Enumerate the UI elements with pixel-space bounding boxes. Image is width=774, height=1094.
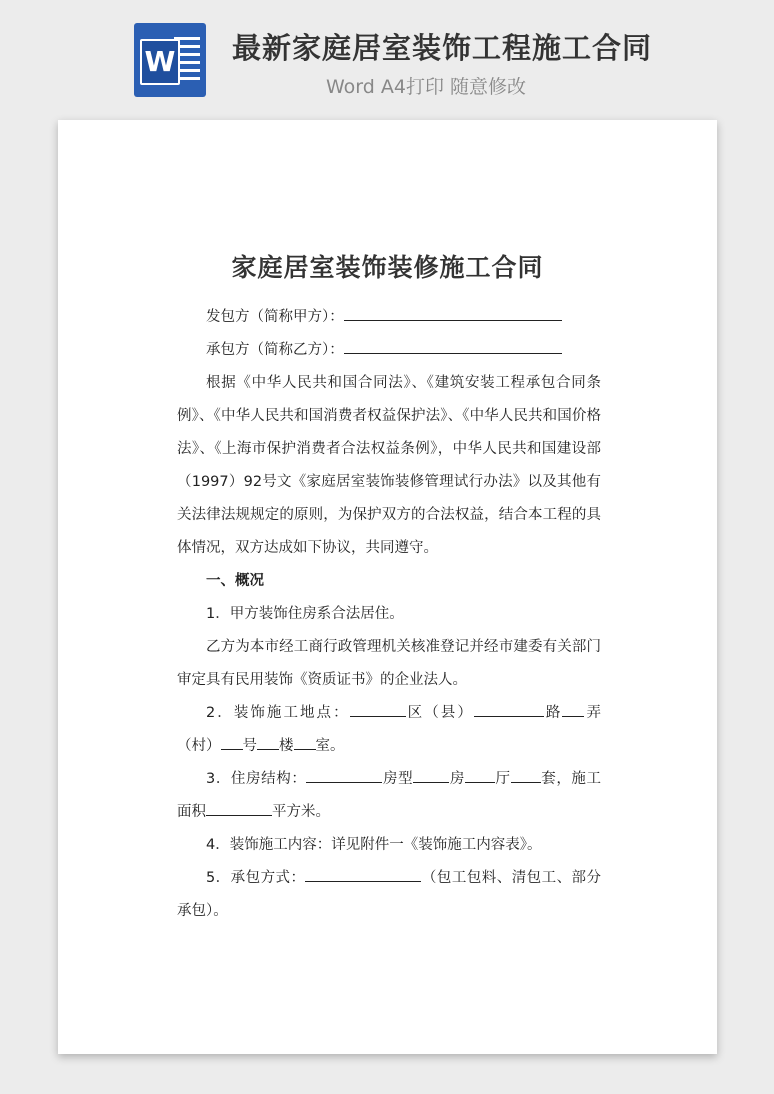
- item-2-district: 区（县）: [405, 705, 474, 721]
- item-3: [177, 763, 601, 829]
- item-5-options: （包工包料、清包工、部分承包）。: [177, 870, 602, 919]
- halls-blank: [465, 768, 495, 783]
- party-a-line: [177, 301, 601, 334]
- item-2-label: 2．装饰施工地点：: [206, 705, 350, 721]
- number-blank: [221, 735, 243, 750]
- word-icon: [134, 23, 206, 97]
- item-2: [177, 697, 601, 763]
- party-b-blank: [344, 339, 562, 354]
- sub-title: Word A4打印 随意修改: [326, 76, 527, 98]
- units-blank: [511, 768, 541, 783]
- contract-mode-blank: [305, 867, 421, 882]
- item-2-number: 号: [242, 738, 257, 754]
- item-2-building: 楼: [279, 738, 294, 754]
- item-3-label: 3．住房结构：: [206, 771, 307, 787]
- document-body: [177, 301, 601, 928]
- item-3-rooms: 房: [449, 771, 465, 787]
- item-3-unit: 平方米。: [272, 804, 330, 820]
- item-5: [177, 862, 601, 928]
- item-2-room: 室。: [315, 738, 345, 754]
- word-icon-letter: W: [140, 39, 180, 85]
- party-b-label: 承包方（简称乙方）：: [206, 342, 344, 358]
- lane-blank: [562, 702, 584, 717]
- item-3-area-label: 套，施工面积: [177, 771, 602, 820]
- document-title: 家庭居室装饰装修施工合同: [231, 253, 544, 282]
- district-blank: [350, 702, 406, 717]
- item-2-road: 路: [543, 705, 563, 721]
- item-5-label: 5．承包方式：: [206, 870, 306, 886]
- intro-paragraph: 根据《中华人民共和国合同法》、《建筑安装工程承包合同条例》、《中华人民共和国消费者权益保护法》、《中华人民共和国价格法》、《上海市保护消费者合法权益条例》，中华人民共和国建设部（1997）92号文《家庭居室装饰装修管理试行办法》以及其他有关法律法规规定的原则，为保护双方的合法权益，结合本工程的具体情况，双方达成如下协议，共同遵守。: [177, 375, 601, 556]
- area-blank: [206, 801, 272, 816]
- party-a-label: 发包方（简称甲方）：: [206, 309, 344, 325]
- item-2-lane: 弄（村）: [177, 705, 602, 754]
- section1-heading: 一、概况: [206, 573, 264, 589]
- rooms-blank: [413, 768, 449, 783]
- road-blank: [474, 702, 544, 717]
- main-title: 最新家庭居室装饰工程施工合同: [232, 31, 653, 65]
- document-page: [58, 120, 717, 1054]
- item-4: 4．装饰施工内容：详见附件一《装饰施工内容表》。: [206, 837, 542, 853]
- structure-blank: [306, 768, 382, 783]
- item-3-type: 房型: [382, 771, 414, 787]
- item-1: 1．甲方装饰住房系合法居住。: [206, 606, 404, 622]
- party-a-blank: [344, 306, 562, 321]
- header: [0, 0, 774, 110]
- party-b-line: [177, 334, 601, 367]
- item-1-cont: 乙方为本市经工商行政管理机关核准登记并经市建委有关部门审定具有民用装饰《资质证书》的企业法人。: [177, 639, 601, 688]
- item-3-halls: 厅: [494, 771, 511, 787]
- building-blank: [257, 735, 279, 750]
- room-blank: [294, 735, 316, 750]
